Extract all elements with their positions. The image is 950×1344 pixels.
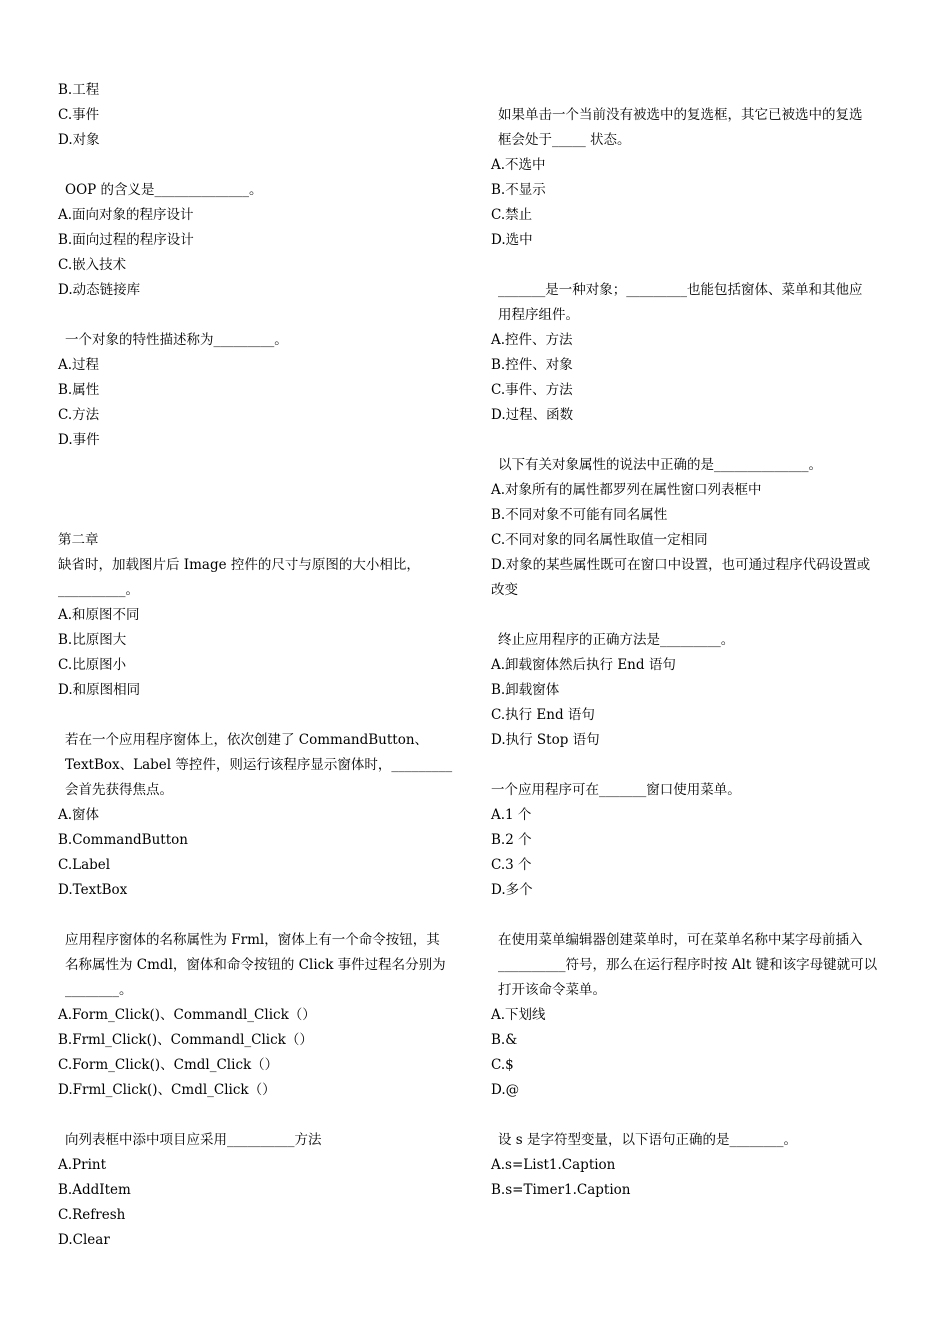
question-block <box>58 1128 458 1253</box>
answer-option: D.Frml_Click()、Cmdl_Click（） <box>58 1082 276 1098</box>
question-text: OOP 的含义是______________。 <box>65 182 263 198</box>
spacer <box>58 303 458 328</box>
text-line: C.事件 <box>58 107 100 123</box>
answer-option: A.面向对象的程序设计 <box>58 207 194 223</box>
question-text: 打开该命令菜单。 <box>498 982 606 998</box>
left-column <box>58 78 458 1253</box>
answer-option: C.Form_Click()、Cmdl_Click（） <box>58 1057 279 1073</box>
spacer <box>58 703 458 728</box>
answer-option: B.不显示 <box>491 182 546 198</box>
answer-option: A.卸载窗体然后执行 End 语句 <box>491 657 676 673</box>
spacer <box>58 478 458 503</box>
answer-option: A.1 个 <box>491 807 532 823</box>
question-text: 用程序组件。 <box>498 307 579 323</box>
spacer <box>58 503 458 528</box>
text-line: 一个应用程序可在_______窗口使用菜单。 <box>491 782 741 798</box>
answer-option: D.对象的某些属性既可在窗口中设置，也可通过程序代码设置或 <box>491 557 871 573</box>
question-block <box>58 728 458 903</box>
spacer <box>58 903 458 928</box>
question-text: _______是一种对象；_________也能包括窗体、菜单和其他应 <box>498 282 863 298</box>
answer-option: A.和原图不同 <box>58 607 140 623</box>
answer-option: D.选中 <box>491 232 533 248</box>
answer-option: C.方法 <box>58 407 100 423</box>
answer-option: B.& <box>491 1032 518 1048</box>
answer-option: A.s=List1.Caption <box>491 1157 616 1173</box>
answer-option: D.和原图相同 <box>58 682 141 698</box>
question-text: __________符号，那么在运行程序时按 Alt 键和该字母键就可以 <box>498 957 878 973</box>
answer-option: B.不同对象不可能有同名属性 <box>491 507 668 523</box>
answer-option: C.禁止 <box>491 207 533 223</box>
question-text: 如果单击一个当前没有被选中的复选框，其它已被选中的复选 <box>498 107 863 123</box>
answer-option: A.过程 <box>58 357 100 373</box>
question-block <box>58 78 458 153</box>
answer-option: B.卸载窗体 <box>491 682 560 698</box>
answer-option: C.Refresh <box>58 1207 126 1223</box>
answer-option: A.Print <box>58 1157 107 1173</box>
question-block <box>491 928 891 1103</box>
answer-option: D.@ <box>491 1082 520 1098</box>
answer-option: 改变 <box>491 582 518 598</box>
answer-option: A.下划线 <box>491 1007 546 1023</box>
right-column <box>491 103 891 1203</box>
answer-option: C.不同对象的同名属性取值一定相同 <box>491 532 708 548</box>
spacer <box>491 428 891 453</box>
answer-option: B.控件、对象 <box>491 357 573 373</box>
answer-option: C.3 个 <box>491 857 532 873</box>
question-block <box>58 328 458 453</box>
answer-option: A.Form_Click()、Commandl_Click（） <box>58 1007 316 1023</box>
question-block <box>491 453 891 603</box>
answer-option: D.TextBox <box>58 882 128 898</box>
question-block <box>491 628 891 753</box>
question-text: ________。 <box>65 982 133 998</box>
text-line: 缺省时，加载图片后 Image 控件的尺寸与原图的大小相比， <box>58 557 420 573</box>
spacer <box>58 453 458 478</box>
text-line: B.工程 <box>58 82 100 98</box>
spacer <box>491 1103 891 1128</box>
question-text: 以下有关对象属性的说法中正确的是______________。 <box>498 457 822 473</box>
question-text: 应用程序窗体的名称属性为 Frml，窗体上有一个命令按钮，其 <box>65 932 440 948</box>
question-block <box>491 278 891 428</box>
spacer <box>491 753 891 778</box>
text-line: 第二章 <box>58 532 99 548</box>
answer-option: B.2 个 <box>491 832 532 848</box>
question-text: 设 s 是字符型变量，以下语句正确的是________。 <box>498 1132 798 1148</box>
question-block <box>58 528 458 703</box>
answer-option: A.窗体 <box>58 807 100 823</box>
answer-option: D.执行 Stop 语句 <box>491 732 600 748</box>
spacer <box>491 253 891 278</box>
answer-option: D.过程、函数 <box>491 407 574 423</box>
question-block <box>58 928 458 1103</box>
question-block <box>58 178 458 303</box>
answer-option: D.Clear <box>58 1232 110 1248</box>
question-text: TextBox、Label 等控件，则运行该程序显示窗体时，_________ <box>65 757 453 773</box>
answer-option: B.CommandButton <box>58 832 188 848</box>
answer-option: C.Label <box>58 857 111 873</box>
answer-option: B.面向过程的程序设计 <box>58 232 194 248</box>
question-text: 一个对象的特性描述称为_________。 <box>65 332 288 348</box>
answer-option: B.Frml_Click()、Commandl_Click（） <box>58 1032 313 1048</box>
question-text: 在使用菜单编辑器创建菜单时，可在菜单名称中某字母前插入 <box>498 932 863 948</box>
answer-option: C.执行 End 语句 <box>491 707 595 723</box>
answer-option: A.控件、方法 <box>491 332 573 348</box>
answer-option: B.AddItem <box>58 1182 131 1198</box>
question-block <box>491 778 891 903</box>
answer-option: D.多个 <box>491 882 533 898</box>
answer-option: B.s=Timer1.Caption <box>491 1182 631 1198</box>
question-text: 名称属性为 Cmdl，窗体和命令按钮的 Click 事件过程名分别为 <box>65 957 446 973</box>
answer-option: C.事件、方法 <box>491 382 573 398</box>
question-text: 向列表框中添中项目应采用__________方法 <box>65 1132 322 1148</box>
spacer <box>58 153 458 178</box>
answer-option: C.嵌入技术 <box>58 257 127 273</box>
spacer <box>58 1103 458 1128</box>
answer-option: D.动态链接库 <box>58 282 141 298</box>
answer-option: C.$ <box>491 1057 514 1073</box>
answer-option: C.比原图小 <box>58 657 127 673</box>
answer-option: B.比原图大 <box>58 632 127 648</box>
question-block <box>491 103 891 253</box>
question-block <box>491 1128 891 1203</box>
answer-option: A.不选中 <box>491 157 546 173</box>
answer-option: B.属性 <box>58 382 100 398</box>
question-text: 若在一个应用程序窗体上，依次创建了 CommandButton、 <box>65 732 429 748</box>
question-text: 会首先获得焦点。 <box>65 782 173 798</box>
text-line: D.对象 <box>58 132 100 148</box>
answer-option: D.事件 <box>58 432 100 448</box>
text-line: __________。 <box>58 582 139 598</box>
spacer <box>491 903 891 928</box>
answer-option: A.对象所有的属性都罗列在属性窗口列表框中 <box>491 482 762 498</box>
question-text: 框会处于_____ 状态。 <box>498 132 631 148</box>
spacer <box>491 603 891 628</box>
question-text: 终止应用程序的正确方法是_________。 <box>498 632 735 648</box>
